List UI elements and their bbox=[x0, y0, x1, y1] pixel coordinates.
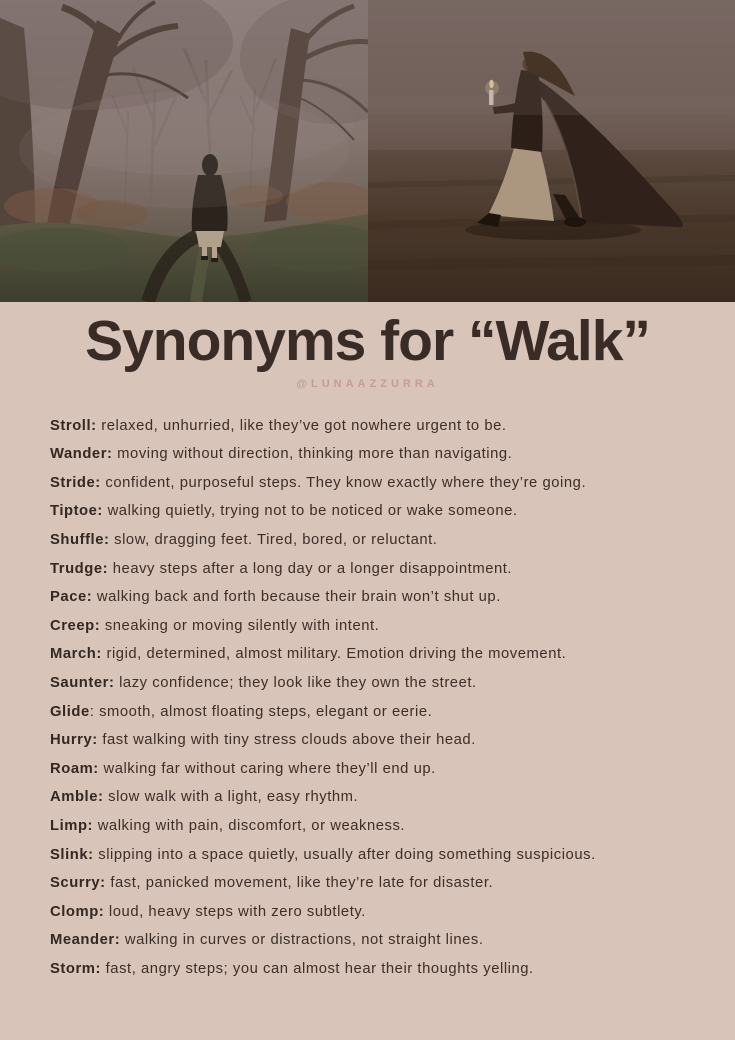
synonym-definition: : smooth, almost floating steps, elegant or eerie. bbox=[89, 703, 433, 720]
photo-strip bbox=[0, 0, 735, 302]
synonym-item bbox=[50, 783, 705, 812]
synonym-definition: confident, purposeful steps. They know exactly where they’re going. bbox=[100, 474, 587, 491]
synonym-term: Shuffle: bbox=[50, 532, 110, 549]
page-title: Synonyms for “Walk” bbox=[85, 309, 650, 373]
synonym-item bbox=[50, 612, 705, 641]
synonym-item bbox=[50, 926, 705, 955]
synonym-term: Wander: bbox=[50, 446, 113, 463]
synonym-definition: walking back and forth because their brain won’t shut up. bbox=[92, 589, 501, 606]
synonym-definition: walking far without caring where they’ll end up. bbox=[98, 760, 436, 777]
synonym-definition: slow, dragging feet. Tired, bored, or reluctant. bbox=[109, 532, 438, 549]
synonym-item bbox=[50, 669, 705, 698]
synonym-term: Creep: bbox=[50, 617, 101, 634]
synonym-definition: slipping into a space quietly, usually after doing something suspicious. bbox=[93, 846, 596, 863]
synonym-term: Clomp: bbox=[50, 903, 105, 920]
synonym-item bbox=[50, 526, 705, 555]
synonym-definition: walking quietly, trying not to be noticed or wake someone. bbox=[102, 503, 518, 520]
synonym-term: Hurry: bbox=[50, 732, 98, 749]
synonym-term: Pace: bbox=[50, 589, 93, 606]
synonym-item bbox=[50, 497, 705, 526]
synonym-definition: fast, panicked movement, like they’re late for disaster. bbox=[105, 875, 494, 892]
synonym-term: Tiptoe: bbox=[50, 503, 103, 520]
synonym-definition: fast walking with tiny stress clouds above their head. bbox=[97, 732, 476, 749]
synonym-term: Stroll: bbox=[50, 417, 97, 434]
synonym-item bbox=[50, 469, 705, 498]
synonym-term: Limp: bbox=[50, 818, 94, 834]
synonym-definition: walking with pain, discomfort, or weakness. bbox=[93, 818, 406, 834]
synonym-definition: moving without direction, thinking more than navigating. bbox=[112, 446, 513, 463]
synonym-term: Glide bbox=[50, 703, 90, 720]
synonym-term: Trudge: bbox=[50, 560, 109, 577]
synonym-term: Slink: bbox=[50, 846, 94, 863]
synonym-item bbox=[50, 698, 705, 727]
synonym-definition: heavy steps after a long day or a longer disappointment. bbox=[108, 560, 513, 577]
synonym-term: Saunter: bbox=[50, 675, 115, 692]
synonym-list bbox=[0, 412, 735, 984]
synonym-item bbox=[50, 869, 705, 898]
photo-cloaked-candle-walker bbox=[368, 0, 735, 302]
synonym-item bbox=[50, 440, 705, 469]
synonym-definition: lazy confidence; they look like they own the street. bbox=[114, 675, 477, 692]
synonym-item bbox=[50, 640, 705, 669]
synonym-term: Meander: bbox=[50, 932, 121, 949]
synonym-term: Scurry: bbox=[50, 875, 106, 892]
synonym-item bbox=[50, 555, 705, 584]
synonym-term: Storm: bbox=[50, 960, 101, 977]
synonym-item bbox=[50, 955, 705, 984]
synonym-definition: sneaking or moving silently with intent. bbox=[100, 617, 380, 634]
synonym-item bbox=[50, 583, 705, 612]
synonym-item bbox=[50, 755, 705, 784]
synonym-term: March: bbox=[50, 646, 102, 663]
synonym-item bbox=[50, 726, 705, 755]
synonym-item bbox=[50, 812, 705, 841]
photo-foggy-forest-path bbox=[0, 0, 368, 302]
synonym-definition: slow walk with a light, easy rhythm. bbox=[103, 789, 359, 806]
synonym-item bbox=[50, 412, 705, 441]
synonym-item bbox=[50, 841, 705, 870]
synonym-term: Amble: bbox=[50, 789, 104, 806]
synonym-item bbox=[50, 898, 705, 927]
synonym-term: Stride: bbox=[50, 474, 101, 491]
synonym-definition: rigid, determined, almost military. Emotion driving the movement. bbox=[101, 646, 567, 663]
author-handle: @LUNAAZZURRA bbox=[296, 377, 439, 390]
synonym-definition: walking in curves or distractions, not straight lines. bbox=[120, 932, 484, 949]
synonym-definition: fast, angry steps; you can almost hear their thoughts yelling. bbox=[100, 960, 534, 977]
synonym-definition: loud, heavy steps with zero subtlety. bbox=[104, 903, 366, 920]
synonym-term: Roam: bbox=[50, 760, 99, 777]
synonym-definition: relaxed, unhurried, like they’ve got nowhere urgent to be. bbox=[96, 417, 507, 434]
